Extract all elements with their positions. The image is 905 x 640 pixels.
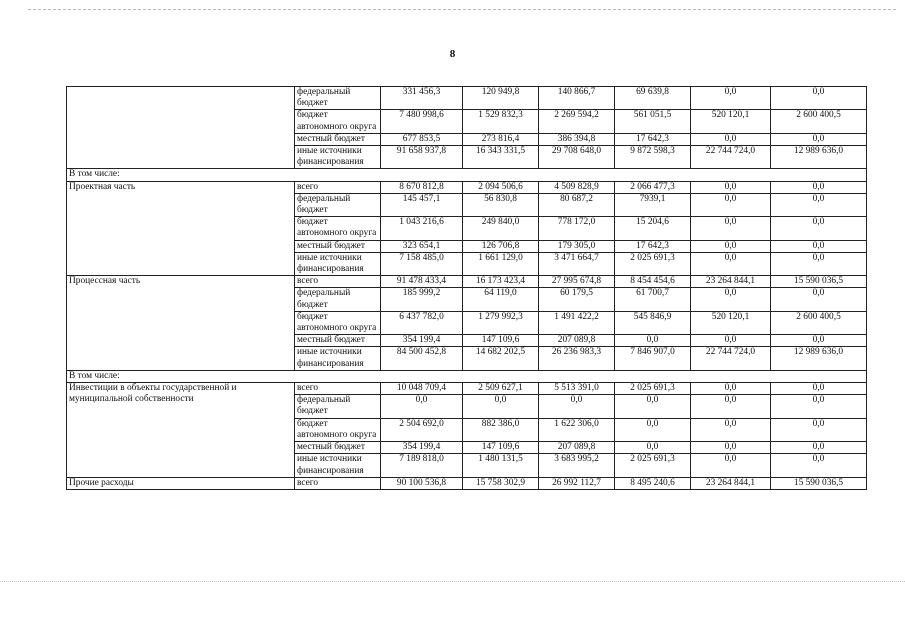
value-cell: 90 100 536,8 [381,477,463,489]
value-cell: 0,0 [771,217,867,240]
value-cell: 2 509 627,1 [463,383,539,395]
value-cell: 520 120,1 [691,311,771,334]
value-cell: 2 025 691,3 [615,454,691,477]
value-cell: 12 989 636,0 [771,146,867,169]
row-name-cell: Процессная часть [67,276,295,371]
value-cell: 16 343 331,5 [463,146,539,169]
value-cell: 6 437 782,0 [381,311,463,334]
funding-source-cell: бюджет автономного округа [295,217,381,240]
value-cell: 7 158 485,0 [381,252,463,275]
value-cell: 64 119,0 [463,288,539,311]
row-name-cell: Инвестиции в объекты государственной и муниципальной собственности [67,383,295,478]
funding-source-cell: всего [295,181,381,193]
value-cell: 386 394,8 [539,133,615,145]
value-cell: 80 687,2 [539,193,615,216]
value-cell: 17 642,3 [615,133,691,145]
funding-source-cell: иные источники финансирования [295,252,381,275]
value-cell: 8 495 240,6 [615,477,691,489]
value-cell: 16 173 423,4 [463,276,539,288]
table-row [67,477,867,489]
value-cell: 23 264 844,1 [691,276,771,288]
value-cell: 0,0 [771,193,867,216]
section-label: В том числе: [67,370,867,382]
funding-source-cell: всего [295,477,381,489]
value-cell: 354 199,4 [381,335,463,347]
value-cell: 2 066 477,3 [615,181,691,193]
value-cell: 520 120,1 [691,110,771,133]
value-cell: 1 491 422,2 [539,311,615,334]
value-cell: 249 840,0 [463,217,539,240]
value-cell: 0,0 [771,240,867,252]
value-cell: 15 590 036,5 [771,276,867,288]
budget-table [66,86,867,490]
value-cell: 2 600 400,5 [771,110,867,133]
value-cell: 69 639,8 [615,87,691,110]
value-cell: 7 846 907,0 [615,347,691,370]
section-row [67,169,867,181]
value-cell: 126 706,8 [463,240,539,252]
value-cell: 0,0 [771,418,867,441]
value-cell: 15 590 036,5 [771,477,867,489]
value-cell: 0,0 [615,335,691,347]
value-cell: 147 109,6 [463,335,539,347]
value-cell: 7 189 818,0 [381,454,463,477]
funding-source-cell: всего [295,276,381,288]
funding-source-cell: бюджет автономного округа [295,110,381,133]
table-row [67,87,867,110]
value-cell: 12 989 636,0 [771,347,867,370]
funding-source-cell: федеральный бюджет [295,288,381,311]
value-cell: 2 269 594,2 [539,110,615,133]
value-cell: 0,0 [463,395,539,418]
value-cell: 207 089,8 [539,442,615,454]
value-cell: 0,0 [691,193,771,216]
value-cell: 0,0 [771,252,867,275]
value-cell: 778 172,0 [539,217,615,240]
value-cell: 323 654,1 [381,240,463,252]
value-cell: 0,0 [615,395,691,418]
funding-source-cell: местный бюджет [295,442,381,454]
value-cell: 0,0 [691,87,771,110]
value-cell: 545 846,9 [615,311,691,334]
value-cell: 0,0 [691,442,771,454]
value-cell: 0,0 [691,395,771,418]
value-cell: 5 513 391,0 [539,383,615,395]
value-cell: 17 642,3 [615,240,691,252]
value-cell: 1 661 129,0 [463,252,539,275]
value-cell: 23 264 844,1 [691,477,771,489]
value-cell: 9 872 598,3 [615,146,691,169]
value-cell: 3 683 995,2 [539,454,615,477]
funding-source-cell: иные источники финансирования [295,347,381,370]
value-cell: 8 454 454,6 [615,276,691,288]
funding-source-cell: местный бюджет [295,133,381,145]
value-cell: 0,0 [771,395,867,418]
scan-edge-bottom [0,581,905,582]
row-name-cell: Проектная часть [67,181,295,276]
funding-source-cell: всего [295,383,381,395]
value-cell: 14 682 202,5 [463,347,539,370]
value-cell: 0,0 [691,383,771,395]
value-cell: 22 744 724,0 [691,347,771,370]
value-cell: 0,0 [691,454,771,477]
funding-source-cell: федеральный бюджет [295,87,381,110]
value-cell: 0,0 [771,454,867,477]
value-cell: 91 478 433,4 [381,276,463,288]
value-cell: 0,0 [771,335,867,347]
value-cell: 207 089,8 [539,335,615,347]
value-cell: 1 279 992,3 [463,311,539,334]
value-cell: 10 048 709,4 [381,383,463,395]
value-cell: 0,0 [381,395,463,418]
funding-source-cell: местный бюджет [295,240,381,252]
value-cell: 0,0 [691,240,771,252]
funding-source-cell: федеральный бюджет [295,193,381,216]
value-cell: 7939,1 [615,193,691,216]
value-cell: 29 708 648,0 [539,146,615,169]
value-cell: 15 204,6 [615,217,691,240]
value-cell: 0,0 [691,335,771,347]
value-cell: 1 529 832,3 [463,110,539,133]
value-cell: 26 992 112,7 [539,477,615,489]
value-cell: 179 305,0 [539,240,615,252]
value-cell: 4 509 828,9 [539,181,615,193]
value-cell: 1 480 131,5 [463,454,539,477]
value-cell: 1 622 306,0 [539,418,615,441]
value-cell: 140 866,7 [539,87,615,110]
value-cell: 147 109,6 [463,442,539,454]
value-cell: 2 504 692,0 [381,418,463,441]
funding-source-cell: бюджет автономного округа [295,418,381,441]
value-cell: 0,0 [615,418,691,441]
value-cell: 2 094 506,6 [463,181,539,193]
value-cell: 561 051,5 [615,110,691,133]
value-cell: 2 600 400,5 [771,311,867,334]
value-cell: 0,0 [771,442,867,454]
section-row [67,370,867,382]
budget-table-body [67,87,867,490]
value-cell: 354 199,4 [381,442,463,454]
funding-source-cell: иные источники финансирования [295,454,381,477]
value-cell: 0,0 [771,87,867,110]
page-number: 8 [449,48,456,60]
value-cell: 84 500 452,8 [381,347,463,370]
value-cell: 22 744 724,0 [691,146,771,169]
value-cell: 0,0 [691,217,771,240]
section-label: В том числе: [67,169,867,181]
value-cell: 0,0 [771,181,867,193]
value-cell: 120 949,8 [463,87,539,110]
value-cell: 91 658 937,8 [381,146,463,169]
funding-source-cell: местный бюджет [295,335,381,347]
value-cell: 0,0 [691,133,771,145]
value-cell: 0,0 [771,383,867,395]
table-row [67,383,867,395]
value-cell: 0,0 [539,395,615,418]
value-cell: 331 456,3 [381,87,463,110]
funding-source-cell: федеральный бюджет [295,395,381,418]
value-cell: 8 670 812,8 [381,181,463,193]
value-cell: 273 816,4 [463,133,539,145]
value-cell: 185 999,2 [381,288,463,311]
value-cell: 3 471 664,7 [539,252,615,275]
funding-source-cell: иные источники финансирования [295,146,381,169]
row-name-cell: Прочие расходы [67,477,295,489]
value-cell: 677 853,5 [381,133,463,145]
value-cell: 0,0 [691,288,771,311]
value-cell: 0,0 [615,442,691,454]
value-cell: 0,0 [691,252,771,275]
value-cell: 2 025 691,3 [615,383,691,395]
value-cell: 56 830,8 [463,193,539,216]
table-row [67,181,867,193]
funding-source-cell: бюджет автономного округа [295,311,381,334]
value-cell: 61 700,7 [615,288,691,311]
value-cell: 882 386,0 [463,418,539,441]
value-cell: 26 236 983,3 [539,347,615,370]
value-cell: 0,0 [691,418,771,441]
value-cell: 1 043 216,6 [381,217,463,240]
value-cell: 7 480 998,6 [381,110,463,133]
value-cell: 60 179,5 [539,288,615,311]
scan-edge-top [28,9,896,10]
value-cell: 0,0 [771,133,867,145]
value-cell: 15 758 302,9 [463,477,539,489]
value-cell: 145 457,1 [381,193,463,216]
value-cell: 2 025 691,3 [615,252,691,275]
value-cell: 0,0 [691,181,771,193]
value-cell: 0,0 [771,288,867,311]
value-cell: 27 995 674,8 [539,276,615,288]
row-name-cell [67,87,295,169]
table-row [67,276,867,288]
